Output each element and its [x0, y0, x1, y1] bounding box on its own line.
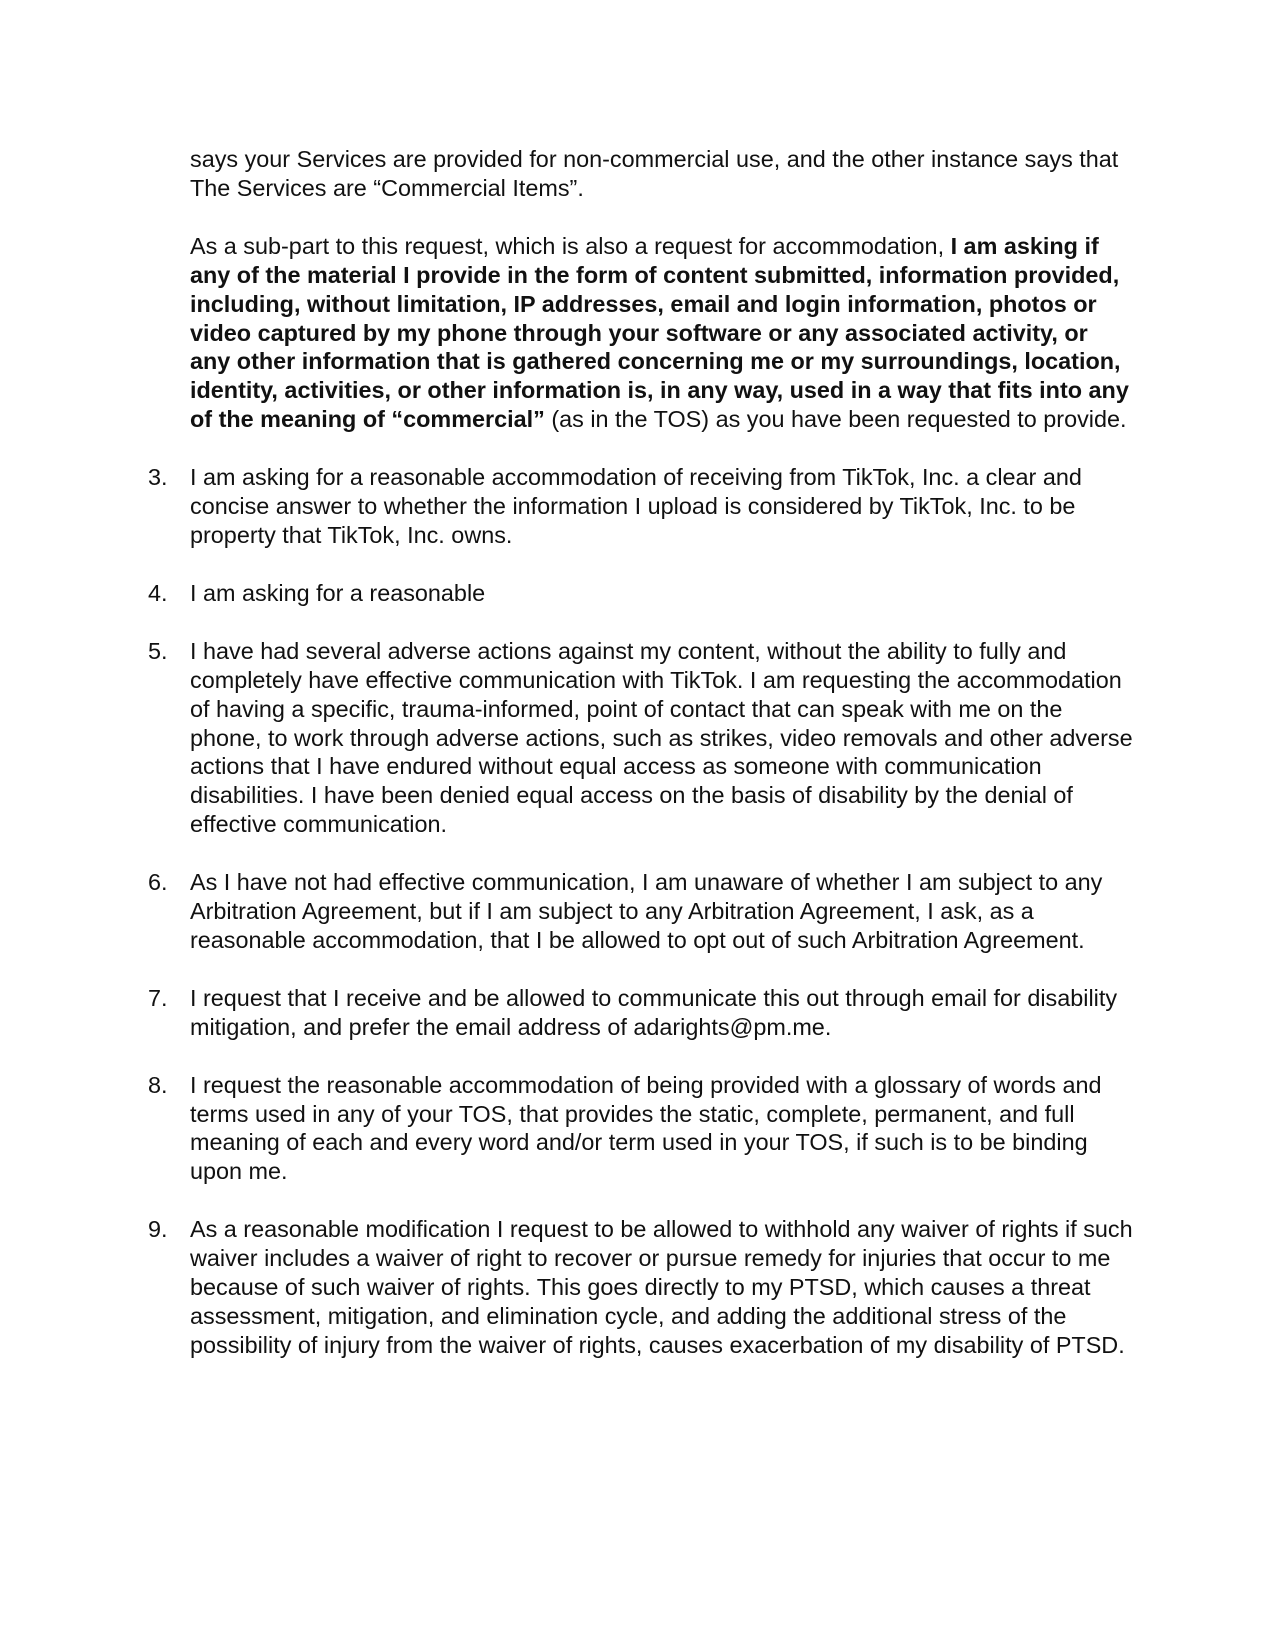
- list-item-text: As I have not had effective communication, I am unaware of whether I am subject to any Arbitration Agreement, but if I am subject to any Arbitration Agreement, I ask, as a reasonable accommodation, that I be allowed to opt out of such Arbitration Agreement.: [190, 869, 1103, 953]
- subpart-lead-text: As a sub-part to this request, which is also a request for accommodation,: [190, 232, 951, 259]
- list-item-number: 4.: [148, 579, 168, 606]
- list-item-number: 7.: [148, 984, 168, 1011]
- list-item-text: I am asking for a reasonable accommodation of receiving from TikTok, Inc. a clear and concise answer to whether the information I upload is considered by TikTok, Inc. to be property that TikTok, Inc. owns.: [190, 464, 1082, 548]
- subpart-paragraph: [190, 232, 1133, 434]
- list-item-3: [148, 463, 1133, 550]
- list-item-5: [148, 637, 1133, 839]
- list-item-9: [148, 1215, 1133, 1360]
- list-item-number: 5.: [148, 637, 168, 664]
- subpart-bold-text: I am asking if any of the material I provide in the form of content submitted, information provided, including, without limitation, IP addresses, email and login information, photos or video captured by my phone through your software or any associated activity, or any other information that is gathered concerning me or my surroundings, location, identity, activities, or other information is, in any way, used in a way that fits into any of the meaning of “commercial”: [190, 232, 1129, 433]
- continuation-paragraph: says your Services are provided for non-commercial use, and the other instance says that The Services are “Commercial Items”.: [190, 146, 1119, 201]
- list-item-4: [148, 579, 1133, 608]
- list-item-text: I have had several adverse actions against my content, without the ability to fully and completely have effective communication with TikTok. I am requesting the accommodation of having a specific, trauma-informed, point of contact that can speak with me on the phone, to work through adverse actions, such as strikes, video removals and other adverse actions that I have endured without equal access as someone with communication disabilities. I have been denied equal access on the basis of disability by the denial of effective communication.: [190, 637, 1133, 838]
- list-item-6: [148, 868, 1133, 955]
- list-item-7: [148, 984, 1133, 1042]
- list-item-number: 8.: [148, 1071, 168, 1098]
- document-body: [148, 145, 1133, 1389]
- list-item-text: I request that I receive and be allowed to communicate this out through email for disability mitigation, and prefer the email address of adarights@pm.me.: [190, 984, 1118, 1040]
- list-item-text: I am asking for a reasonable: [190, 579, 486, 606]
- list-item-number: 3.: [148, 464, 168, 491]
- list-item-text: As a reasonable modification I request to be allowed to withhold any waiver of rights if such waiver includes a waiver of right to recover or pursue remedy for injuries that occur to me because of such waiver of rights. This goes directly to my PTSD, which causes a threat assessment, mitigation, and elimination cycle, and adding the additional stress of the possibility of injury from the waiver of rights, causes exacerbation of my disability of PTSD.: [190, 1216, 1133, 1358]
- list-item-8: [148, 1071, 1133, 1187]
- list-item-text: I request the reasonable accommodation of being provided with a glossary of words and terms used in any of your TOS, that provides the static, complete, permanent, and full meaning of each and every word and/or term used in your TOS, if such is to be binding upon me.: [190, 1071, 1102, 1185]
- list-item-number: 6.: [148, 869, 168, 896]
- subpart-tail-text: (as in the TOS) as you have been requested to provide.: [544, 406, 1127, 433]
- list-item-number: 9.: [148, 1216, 168, 1243]
